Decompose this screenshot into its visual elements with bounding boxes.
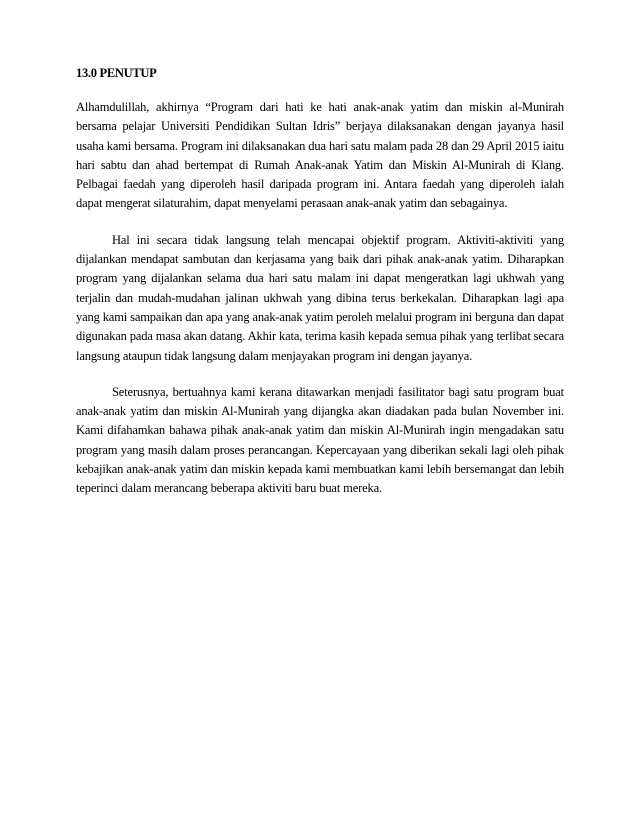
paragraph-future-program: Seterusnya, bertuahnya kami kerana ditawarkan menjadi fasilitator bagi satu program buat anak-anak yatim dan miskin Al-Munirah yang dijangka akan diadakan pada bulan November ini. Kami difahamkan bahawa pihak anak-anak yatim dan miskin Al-Munirah ingin mengadakan satu program yang masih dalam proses perancangan. Kepercayaan yang diberikan sekali lagi oleh pihak kebajikan anak-anak yatim dan miskin kepada kami membuatkan kami lebih bersemangat dan lebih teperinci dalam merancang beberapa aktiviti baru buat mereka. (76, 384, 564, 496)
document-body (76, 98, 564, 516)
paragraph-intro: Alhamdulillah, akhirnya “Program dari hati ke hati anak-anak yatim dan miskin al-Munirah bersama pelajar Universiti Pendidikan Sultan Idris” berjaya dilaksanakan dengan jayanya hasil usaha kami bersama. Program ini dilaksanakan dua hari satu malam pada 28 dan 29 April 2015 iaitu hari sabtu dan ahad bertempat di Rumah Anak-anak Yatim dan Miskin Al-Munirah di Klang. Pelbagai faedah yang diperoleh hasil daripada program ini. Antara faedah yang diperoleh ialah dapat mengerat silaturahim, dapat menyelami perasaan anak-anak yatim dan sebagainya. (76, 100, 564, 211)
paragraph-objectives: Hal ini secara tidak langsung telah mencapai objektif program. Aktiviti-aktiviti yang dijalankan mendapat sambutan dan kerjasama yang baik dari pihak anak-anak yatim. Diharapkan program yang dijalankan selama dua hari satu malam ini dapat mengeratkan lagi ukhwah yang terjalin dan mudah-mudahan jalinan ukhwah yang dibina terus berkekalan. Diharapkan lagi apa yang kami sampaikan dan apa yang anak-anak yatim peroleh melalui program ini berguna dan dapat digunakan pada masa akan datang. Akhir kata, terima kasih kepada semua pihak yang terlibat secara langsung ataupun tidak langsung dalam menjayakan program ini dengan jayanya. (76, 232, 564, 363)
section-heading: 13.0 PENUTUP (76, 66, 157, 80)
